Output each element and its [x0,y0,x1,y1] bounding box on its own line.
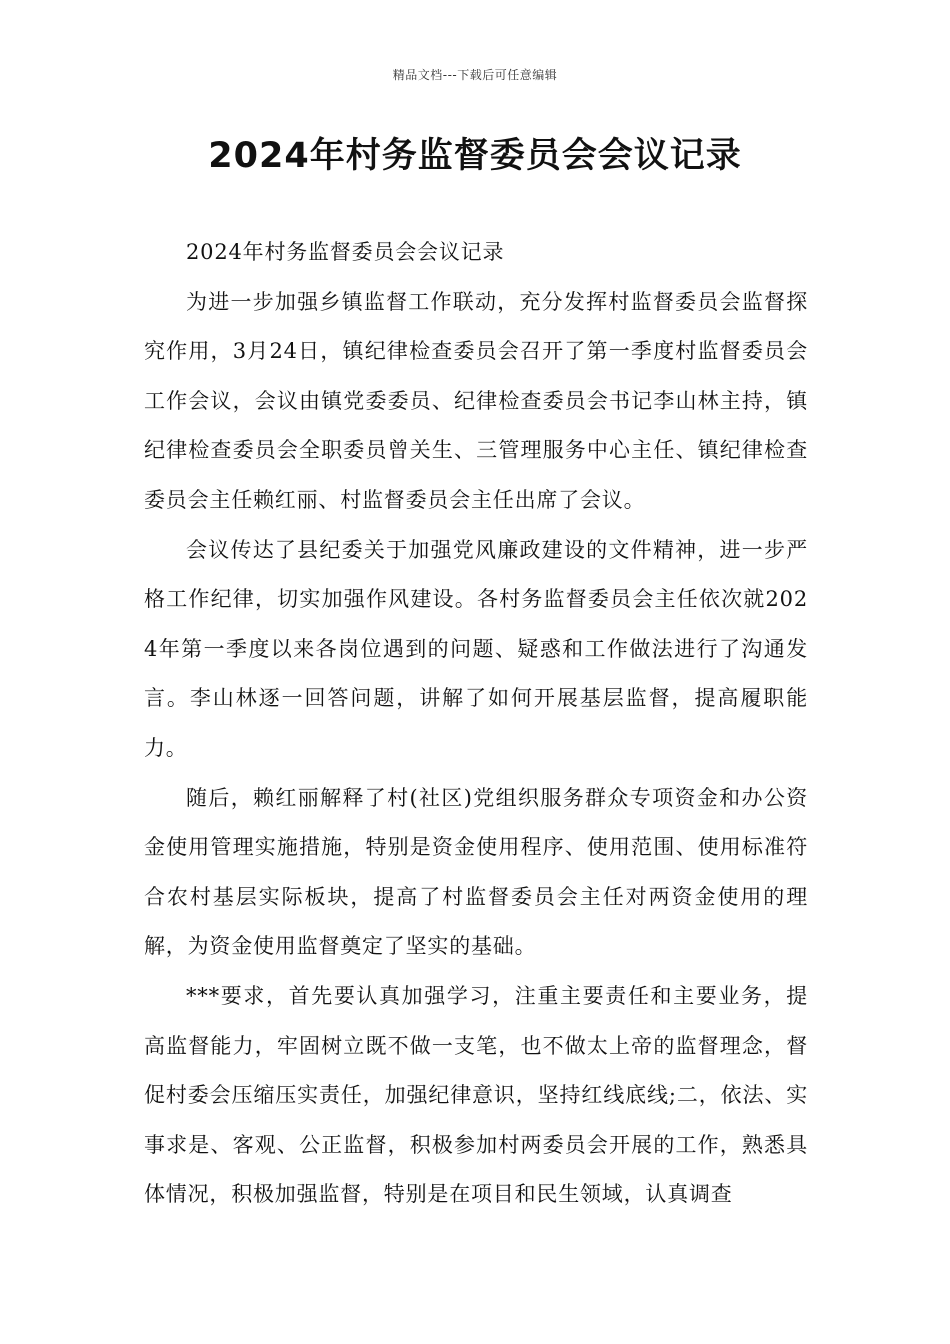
paragraph-1: 为进一步加强乡镇监督工作联动，充分发挥村监督委员会监督探究作用，3月24日，镇纪律检查委员会召开了第一季度村监督委员会工作会议，会议由镇党委委员、纪律检查委员会书记李山林主持，镇纪律检查委员会全职委员曾关生、三管理服务中心主任、镇纪律检查委员会主任赖红丽、村监督委员会主任出席了会议。 [144,289,808,512]
paragraph-subtitle: 2024年村务监督委员会会议记录 [186,240,505,264]
paragraph-2: 会议传达了县纪委关于加强党风廉政建设的文件精神，进一步严格工作纪律，切实加强作风建设。各村务监督委员会主任依次就2024年第一季度以来各岗位遇到的问题、疑惑和工作做法进行了沟通发言。李山林逐一回答问题，讲解了如何开展基层监督，提高履职能力。 [144,537,808,760]
paragraph-4: ***要求，首先要认真加强学习，注重主要责任和主要业务，提高监督能力，牢固树立既不做一支笔，也不做太上帝的监督理念，督促村委会压缩压实责任，加强纪律意识，坚持红线底线;二，依法、实事求是、客观、公正监督，积极参加村两委员会开展的工作，熟悉具体情况，积极加强监督，特别是在项目和民生领域，认真调查 [144,983,808,1207]
header-note: 精品文档---下载后可任意编辑 [392,68,558,82]
paragraph-3: 随后，赖红丽解释了村(社区)党组织服务群众专项资金和办公资金使用管理实施措施，特别是资金使用程序、使用范围、使用标准符合农村基层实际板块，提高了村监督委员会主任对两资金使用的理解，为资金使用监督奠定了坚实的基础。 [144,785,808,959]
document-title: 2024年村务监督委员会会议记录 [208,136,742,176]
document-body [144,228,808,1220]
